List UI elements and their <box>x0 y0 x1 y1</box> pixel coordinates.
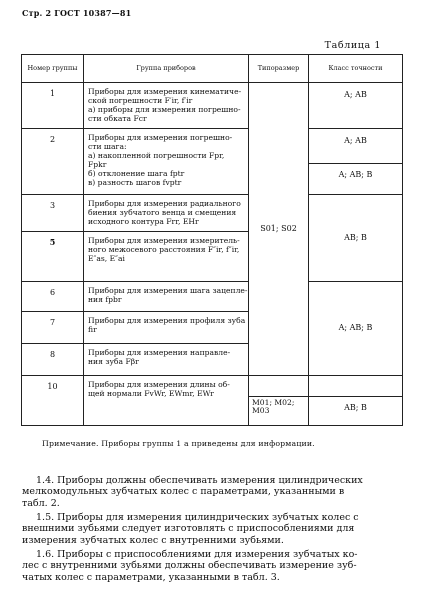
paragraph-line: лес с внутренними зубьями должны обеспечивать измерение зуб- <box>22 560 357 572</box>
group-line: Fpkr <box>88 159 107 169</box>
paragraph-line: 1.5. Приборы для измерения цилиндрических зубчатых колес с <box>36 512 359 523</box>
group-line: Приборы для измерения шага зацепле- <box>88 285 248 295</box>
class-cell: AB; B <box>309 194 403 281</box>
table-header-row <box>22 55 403 83</box>
group-line: а) приборы для измерения погрешно- <box>88 104 241 114</box>
group-line: а) накопленной погрешности Fpr, <box>88 150 225 160</box>
table-row <box>22 375 403 425</box>
typesize-continuation <box>249 376 308 396</box>
group-line: биения зубчатого венца и смещения <box>88 207 237 217</box>
group-number: 10 <box>22 375 84 425</box>
paragraph-line: внешними зубьями следует изготовлять с приспособлениями для <box>22 523 355 535</box>
group-number: 5 <box>22 231 84 281</box>
paragraph-line: 1.6. Приборы с приспособлениями для измерения зубчатых ко- <box>36 549 358 560</box>
group-number: 7 <box>22 311 84 343</box>
group-description <box>84 194 249 231</box>
class-cell: A; AB <box>309 83 403 129</box>
group-line: Приборы для измерения профиля зуба <box>88 315 246 325</box>
col-header-class: Класс точности <box>309 55 403 83</box>
group-line: б) отклонение шага fptr <box>88 168 185 178</box>
paragraph-line: табл. 2. <box>22 497 60 509</box>
group-line: ного межосевого расстояния F″ir, f″ir, <box>88 244 240 254</box>
group-line: Приборы для измерения кинематиче- <box>88 87 242 96</box>
group-number: 3 <box>22 194 84 231</box>
group-line: ния зуба Fβr <box>88 356 139 366</box>
group-line: в) разность шагов fvptr <box>88 177 182 187</box>
group-line: Приборы для измерения длины об- <box>88 379 230 389</box>
group-line: сти шага: <box>88 141 127 151</box>
table-row <box>22 194 403 231</box>
group-line: fir <box>88 324 97 334</box>
paragraph-1-4 <box>22 475 402 509</box>
table-row <box>22 128 403 194</box>
group-line: сти обката Fcr <box>88 113 147 123</box>
class-cell <box>309 128 403 194</box>
group-number: 1 <box>22 83 84 129</box>
typesize-subcell: M01; M02; M03 <box>249 396 308 418</box>
group-line: Приборы для измерения направле- <box>88 347 231 357</box>
group-number: 8 <box>22 343 84 375</box>
class-subcell: AB; B <box>309 396 402 412</box>
typesize-cell <box>249 375 309 425</box>
paragraph-line: 1.4. Приборы должны обеспечивать измерения цилиндрических <box>36 475 363 486</box>
group-line: Приборы для измерения измеритель- <box>88 235 240 245</box>
class-continuation <box>309 376 402 396</box>
col-header-typesize: Типоразмер <box>249 55 309 83</box>
paragraph-1-5 <box>22 512 402 546</box>
table-note: Примечание. Приборы группы 1 а приведены для информации. <box>42 439 315 448</box>
group-description <box>84 375 249 425</box>
group-number: 6 <box>22 281 84 311</box>
group-line: щей нормали FvWr, EWmr, EWr <box>88 388 214 398</box>
group-line: Приборы для измерения радиального <box>88 198 241 208</box>
table-row <box>22 281 403 311</box>
table-row <box>22 83 403 129</box>
group-line: исходного контура Frr, EHr <box>88 216 199 226</box>
group-line: E″as, E″ai <box>88 253 125 263</box>
group-line: Приборы для измерения погрешно- <box>88 132 233 142</box>
class-cell <box>309 375 403 425</box>
instruments-table <box>21 54 403 426</box>
class-cell: A; AB; B <box>309 281 403 375</box>
group-number: 2 <box>22 128 84 194</box>
class-subcell: A; AB <box>309 129 402 164</box>
class-subcell: A; AB; B <box>338 169 373 179</box>
col-header-group: Группа приборов <box>84 55 249 83</box>
group-description <box>84 231 249 281</box>
group-description <box>84 281 249 311</box>
paragraph-1-6 <box>22 549 402 583</box>
group-line: ния fpbr <box>88 294 122 304</box>
typesize-cell: S01; S02 <box>249 83 309 376</box>
col-header-number: Номер группы <box>22 55 84 83</box>
page-header: Стр. 2 ГОСТ 10387—81 <box>22 8 132 18</box>
paragraph-line: чатых колес с параметрами, указанными в табл. 3. <box>22 571 280 583</box>
paragraph-line: измерения зубчатых колес с внутренними зубьями. <box>22 534 284 546</box>
group-description <box>84 343 249 375</box>
paragraph-line: мелкомодульных зубчатых колес с параметрами, указанными в <box>22 486 345 498</box>
group-description <box>84 311 249 343</box>
group-description <box>84 83 249 129</box>
group-line: ской погрешности F′ir, f′ir <box>88 95 193 105</box>
table-title: Таблица 1 <box>324 40 381 51</box>
group-description <box>84 128 249 194</box>
